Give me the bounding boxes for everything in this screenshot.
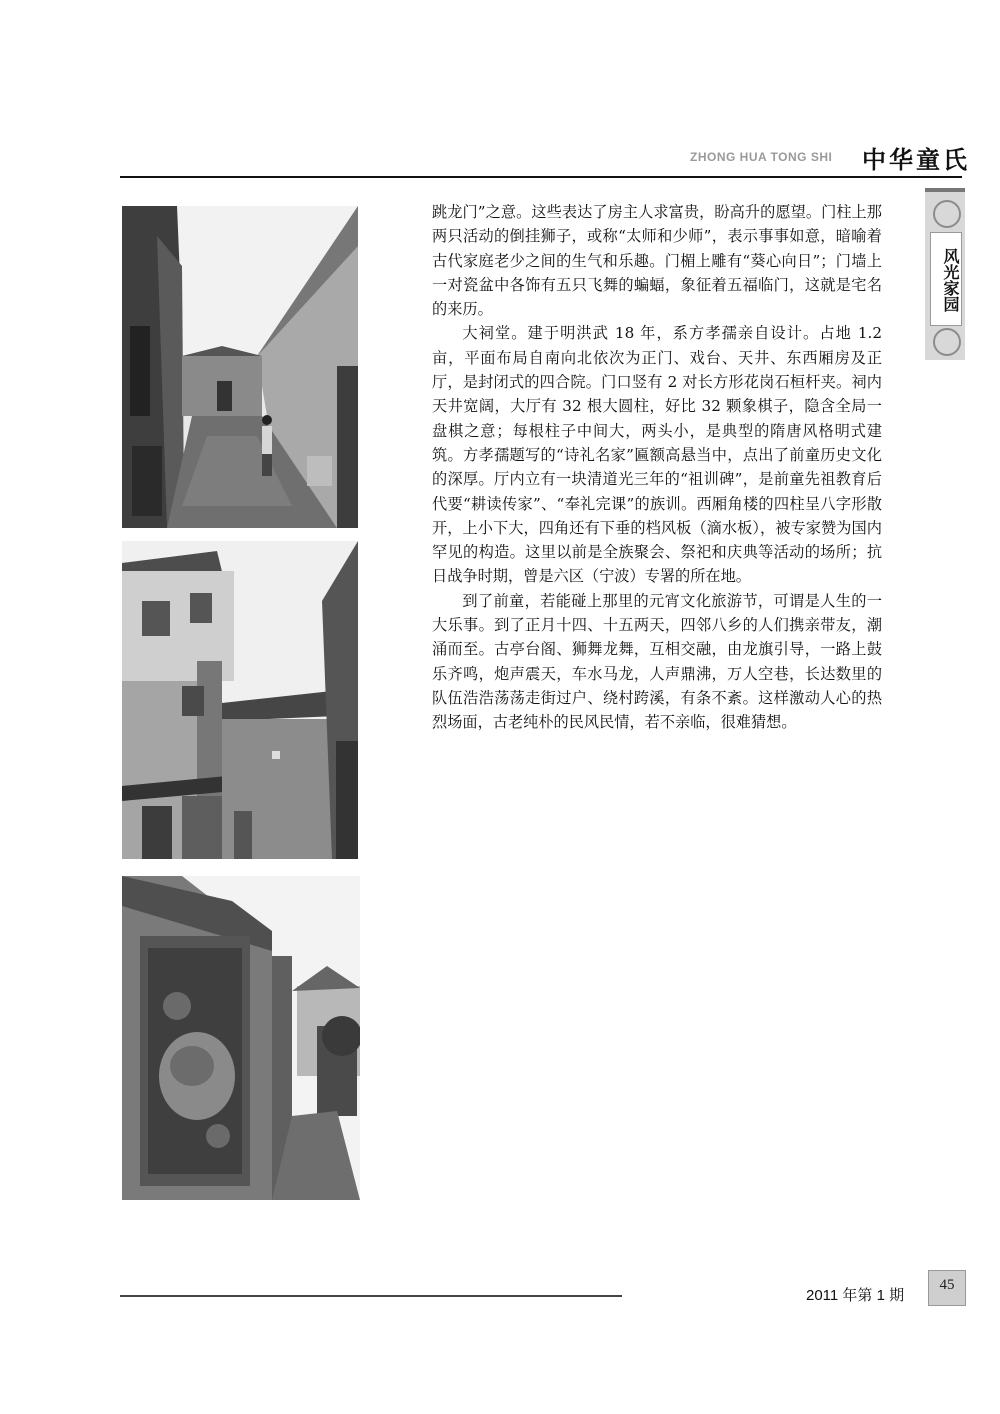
badge-top-ornament bbox=[933, 200, 961, 228]
article-paragraph: 跳龙门”之意。这些表达了房主人求富贵，盼高升的愿望。门柱上那两只活动的倒挂狮子，或称“太师和少师”，表示事事如意，暗喻着古代家庭老少之间的生气和乐趣。门楣上雕有“葵心向日”；门墙上一对瓷盆中各饰有五只飞舞的蝙蝠，象征着五福临门，这就是宅名的来历。 bbox=[432, 203, 882, 319]
article-paragraph: 大祠堂。建于明洪武 18 年，系方孝孺亲自设计。占地 1.2 亩，平面布局自南向北依次为正门、戏台、天井、东西厢房及正厅，是封闭式的四合院。门口竖有 2 对长方形花岗石桓杆夹。祠内天井宽阔，大厅有 32 根大圆柱，好比 32 颗象棋子，隐含全局一盘棋之意；每根柱子中间大，两头小，是典型的隋唐风格明式建筑。方孝孺题写的“诗礼名家”匾额高悬当中，点出了前童历史文化的深厚。厅内立有一块清道光三年的“祖训碑”，是前童先祖教育后代要“耕读传家”、“奉礼完课”的族训。西厢角楼的四柱呈八字形散开，上小下大，四角还有下垂的档风板（滴水板），被专家赞为国内罕见的构造。这里以前是全族聚会、祭祀和庆典等活动的场所；抗日战争时期，曾是六区（宁波）专署的所在地。 bbox=[432, 324, 882, 586]
article-paragraph: 到了前童，若能碰上那里的元宵文化旅游节，可谓是人生的一大乐事。到了正月十四、十五两天，四邻八乡的人们携亲带友，潮涌而至。古亭台阁、狮舞龙舞，互相交融，由龙旗引导，一路上鼓乐齐鸣，炮声震天，车水马龙，人声鼎沸，万人空巷，长达数里的队伍浩浩荡荡走街过户、绕村跨溪，有条不紊。这样激动人心的热烈场面，古老纯朴的民风民情，若不亲临，很难猜想。 bbox=[432, 591, 882, 732]
photo-corner-tower bbox=[122, 541, 358, 859]
header-rule bbox=[120, 176, 962, 178]
section-badge bbox=[925, 188, 965, 360]
section-label: 风光家园 bbox=[941, 248, 960, 312]
page-number: 45 bbox=[939, 1277, 955, 1293]
photo-ancient-alley bbox=[122, 206, 358, 528]
article-body bbox=[432, 200, 882, 735]
magazine-title: 中华童氏 bbox=[862, 146, 970, 174]
issue-label: 2011 年第 1 期 bbox=[806, 1287, 905, 1304]
photo-carved-wall bbox=[122, 876, 360, 1200]
page-number-badge bbox=[928, 1270, 966, 1306]
badge-bottom-ornament bbox=[933, 328, 961, 356]
header-pinyin: ZHONG HUA TONG SHI bbox=[690, 150, 833, 164]
footer-rule bbox=[120, 1295, 622, 1297]
badge-label-panel bbox=[930, 232, 962, 326]
